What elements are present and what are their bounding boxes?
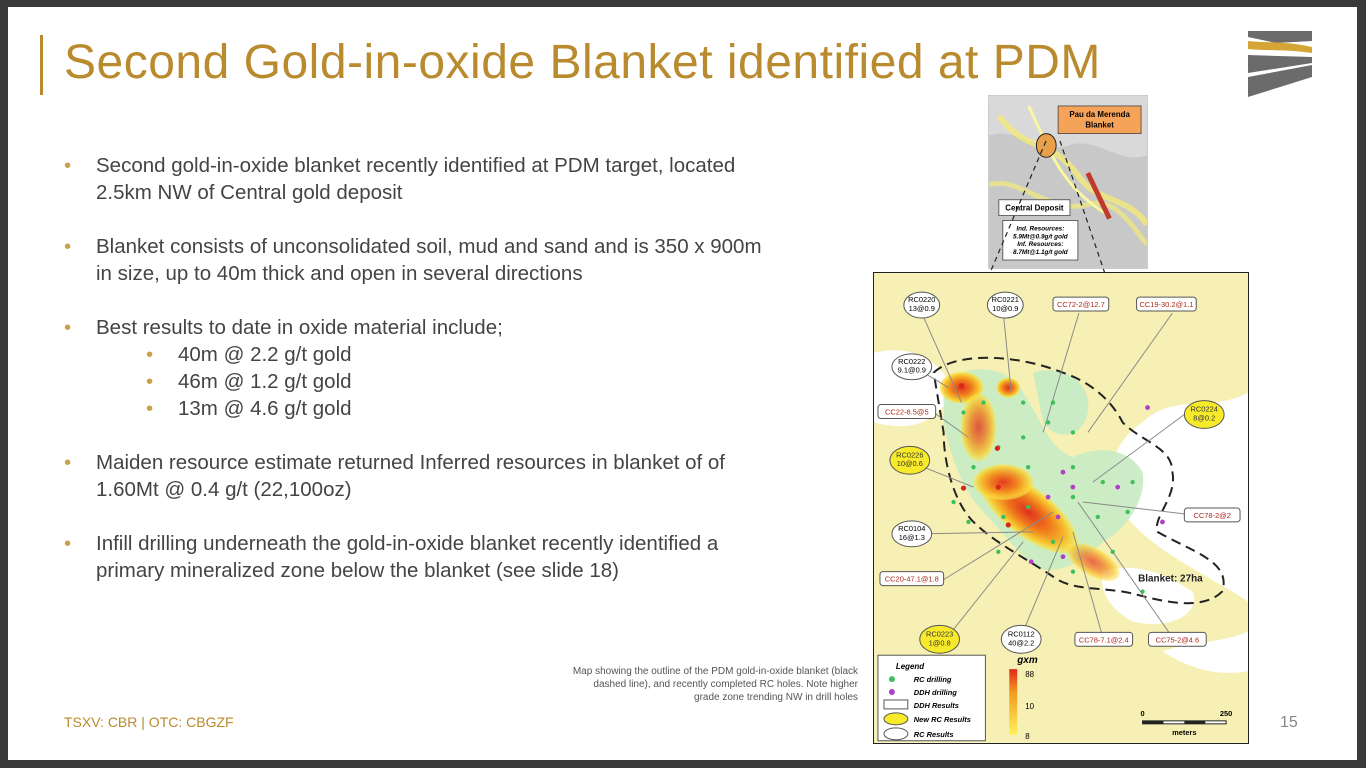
inset-ind-val: 5.9Mt@0.9g/t gold: [1013, 233, 1068, 241]
label-rc0222-b: 9.1@0.9: [897, 365, 926, 375]
label-rc0223-a: RC0223: [925, 629, 954, 639]
inset-pau-label-1: Pau da Merenda: [1069, 109, 1130, 119]
label-cc78b: CC78-7.1@2.4: [1078, 635, 1129, 645]
legend-new-rc: New RC Results: [913, 714, 971, 724]
company-logo: [1246, 27, 1314, 97]
label-rc0112-b: 40@2.2: [1008, 638, 1035, 648]
map-caption: Map showing the outline of the PDM gold-in-oxide blanket (black dashed line), and recently completed RC holes. Note higher grade zone trending NW in drill holes: [572, 666, 858, 703]
sub-bullet-item: • 13m @ 4.6 g/t gold: [96, 395, 764, 422]
label-cc75: CC75-2@4.6: [1155, 635, 1200, 645]
slide: [8, 7, 1357, 760]
label-cc72: CC72-2@12.7: [1057, 300, 1105, 310]
scale-unit: meters: [1172, 727, 1197, 737]
bullet-list: [64, 152, 764, 611]
inset-central-label: Central Deposit: [1005, 203, 1064, 213]
bullet-item: • Infill drilling underneath the gold-in-oxide blanket recently identified a primary mineralized zone below the blanket (see slide 18): [64, 530, 764, 584]
label-cc78a: CC78-2@2: [1193, 510, 1231, 520]
label-rc0226-a: RC0226: [896, 450, 924, 460]
ticker-footer: TSXV: CBR | OTC: CBGZF: [64, 714, 234, 730]
inset-inf-res: Inf. Resources:: [1017, 241, 1064, 249]
label-rc0104-b: 16@1.3: [898, 532, 925, 542]
legend-ddh-drilling: DDH drilling: [913, 688, 957, 697]
legend-rc-drilling: RC drilling: [913, 675, 952, 685]
gxm-8: 8: [1025, 731, 1030, 741]
sub-bullet-item: • 40m @ 2.2 g/t gold: [96, 341, 764, 368]
bullet-item: • Maiden resource estimate returned Inferred resources in blanket of of 1.60Mt @ 0.4 g/t (22,100oz): [64, 449, 764, 503]
label-rc0112-a: RC0112: [1007, 629, 1035, 639]
gxm-10: 10: [1025, 701, 1035, 711]
inset-inf-val: 8.7Mt@1.1g/t gold: [1013, 249, 1068, 257]
label-rc0224-b: 8@0.2: [1193, 413, 1216, 423]
label-cc19: CC19-30.2@1.1: [1139, 300, 1194, 310]
scale-250: 250: [1219, 708, 1233, 718]
bullet-item: [64, 314, 764, 422]
label-rc0220-a: RC0220: [908, 295, 936, 305]
label-rc0222-a: RC0222: [898, 356, 926, 366]
inset-ind-res: Ind. Resources:: [1016, 225, 1065, 233]
label-rc0104-a: RC0104: [898, 523, 926, 533]
label-rc0220-b: 13@0.9: [908, 304, 935, 314]
label-rc0221-a: RC0221: [991, 295, 1019, 305]
label-cc22: CC22-8.5@5: [885, 407, 929, 417]
sub-bullet-item: • 46m @ 1.2 g/t gold: [96, 368, 764, 395]
gxm-88: 88: [1025, 670, 1035, 680]
scale-zero: 0: [1140, 708, 1145, 718]
legend-rc-results: RC Results: [913, 729, 954, 739]
gxm-label: gxm: [1017, 655, 1038, 667]
label-blanket: Blanket: 27ha: [1138, 573, 1203, 585]
legend-title: Legend: [895, 662, 925, 672]
pdm-drill-map: [873, 272, 1249, 744]
sub-bullet-list: [96, 341, 764, 422]
map-legend: [878, 655, 985, 741]
label-rc0224-a: RC0224: [1190, 404, 1218, 414]
label-cc20: CC20-47.1@1.8: [884, 574, 939, 584]
inset-pau-label-2: Blanket: [1085, 120, 1114, 130]
label-rc0226-b: 10@0.6: [896, 459, 923, 469]
bullet-item: • Blanket consists of unconsolidated soil, mud and sand and is 350 x 900m in size, up to 40m thick and open in several directions: [64, 233, 764, 287]
label-rc0221-b: 10@0.9: [992, 304, 1019, 314]
label-rc0223-b: 1@0.8: [928, 638, 951, 648]
bullet-text: • Best results to date in oxide material include;: [96, 316, 503, 339]
legend-ddh-results: DDH Results: [913, 700, 959, 710]
title-accent-bar: [40, 35, 43, 95]
page-number: 15: [1280, 714, 1298, 731]
slide-title: Second Gold-in-oxide Blanket identified at PDM: [64, 36, 1101, 89]
bullet-item: • Second gold-in-oxide blanket recently identified at PDM target, located 2.5km NW of Central gold deposit: [64, 152, 764, 206]
